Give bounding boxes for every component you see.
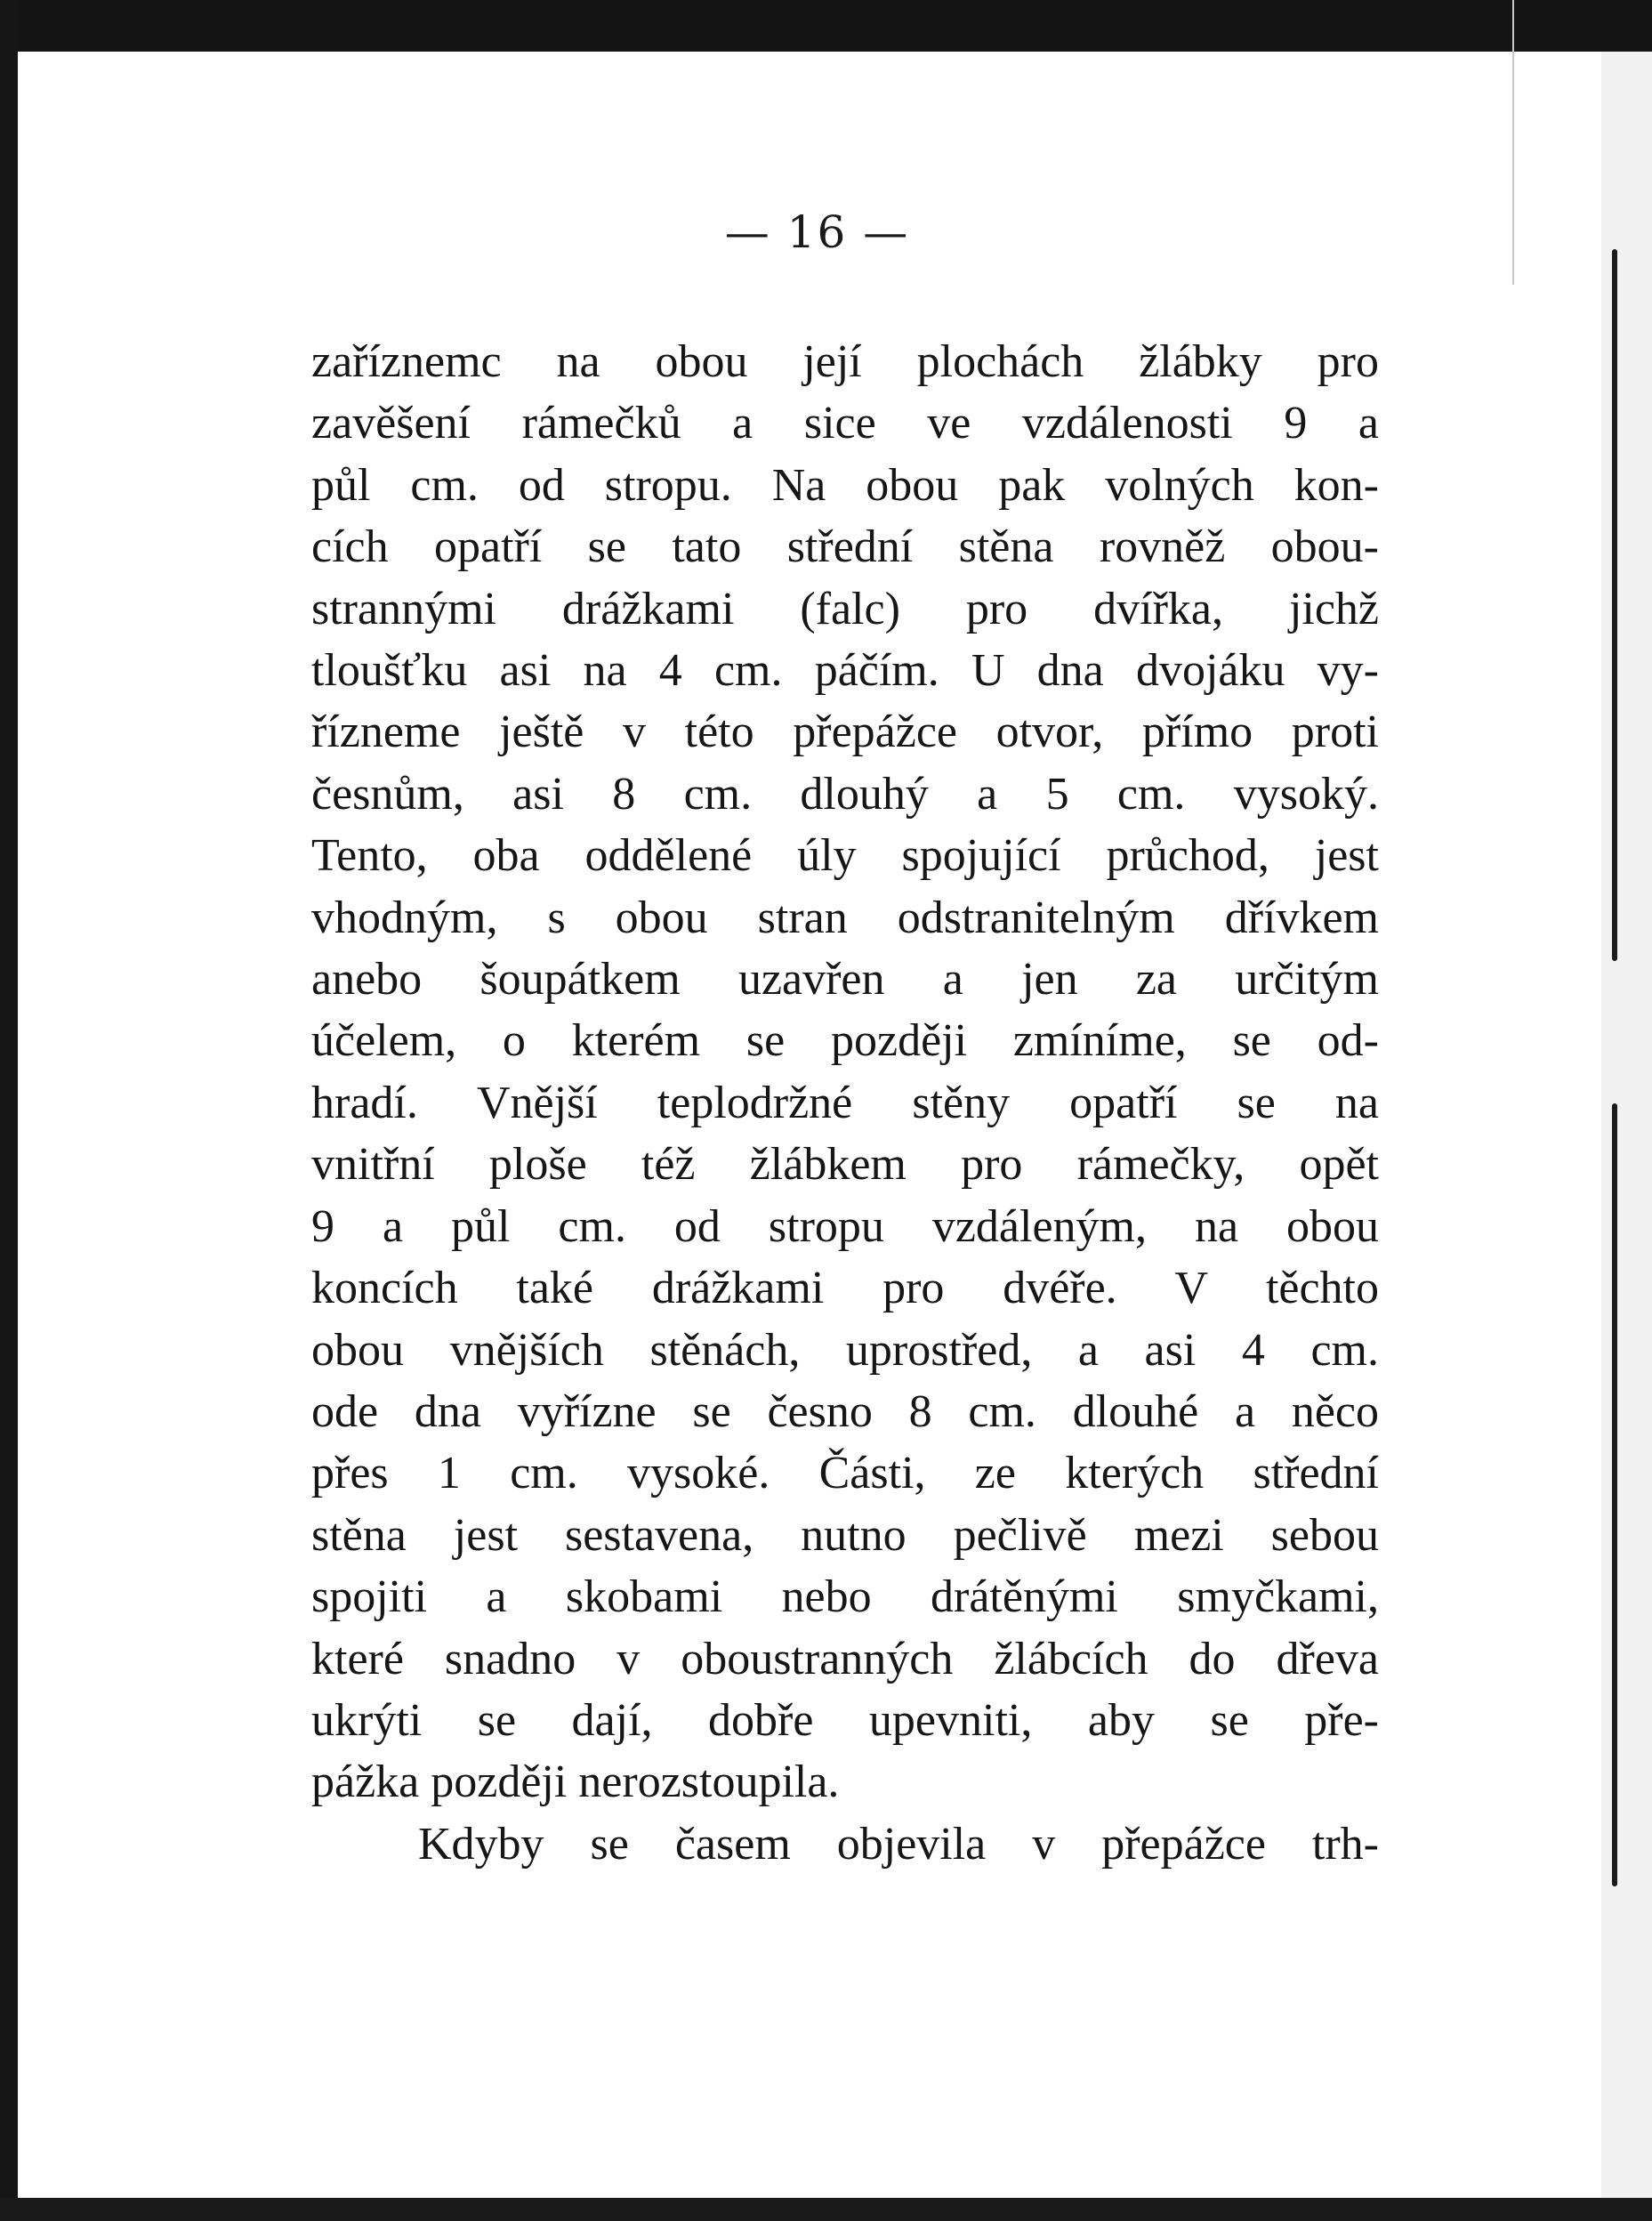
text-line: strannými drážkami (falc) pro dvířka, jichž (311, 583, 1379, 634)
text-line: koncích také drážkami pro dvéře. V těchto (311, 1263, 1379, 1314)
text-line: obou vnějších stěnách, uprostřed, a asi 4 cm. (311, 1324, 1379, 1376)
scan-border-top (0, 0, 1652, 52)
text-line: které snadno v oboustranných žlábcích do dřeva (311, 1633, 1379, 1684)
text-line: cích opatří se tato střední stěna rovněž obou- (311, 521, 1379, 573)
text-line: přes 1 cm. vysoké. Části, ze kterých střední (311, 1448, 1379, 1499)
text-line: půl cm. od stropu. Na obou pak volných kon- (311, 459, 1379, 511)
text-line: účelem, o kterém se později zmíníme, se od- (311, 1015, 1379, 1067)
text-line: tloušťku asi na 4 cm. páčím. U dna dvojáku vy- (311, 645, 1379, 697)
scan-border-left (0, 0, 18, 2221)
page-number: — 16 — (724, 206, 910, 258)
text-line: spojiti a skobami nebo drátěnými smyčkami, (311, 1571, 1379, 1623)
text-line: vhodným, s obou stran odstranitelným dřívkem (311, 892, 1379, 943)
scan-border-bottom (0, 2198, 1652, 2221)
binding-mark (1612, 249, 1617, 961)
text-line: vnitřní ploše též žlábkem pro rámečky, opět (311, 1139, 1379, 1191)
text-line: česnům, asi 8 cm. dlouhý a 5 cm. vysoký. (311, 768, 1379, 820)
paragraph-end-line: pážka později nerozstoupila. (311, 1757, 840, 1808)
body-text (311, 331, 1379, 1875)
text-line: řízneme ještě v této přepážce otvor, přímo proti (311, 707, 1379, 758)
text-line: zavěšení rámečků a sice ve vzdálenosti 9 a (311, 398, 1379, 449)
paragraph-start-line: Kdyby se časem objevila v přepážce trh- (418, 1818, 1379, 1870)
text-line: stěna jest sestavena, nutno pečlivě mezi sebou (311, 1509, 1379, 1561)
text-line: 9 a půl cm. od stropu vzdáleným, na obou (311, 1200, 1379, 1252)
text-line: Tento, oba oddělené úly spojující průchod, jest (311, 830, 1379, 882)
text-line: anebo šoupátkem uzavřen a jen za určitým (311, 954, 1379, 1006)
text-line: hradí. Vnější teplodržné stěny opatří se na (311, 1077, 1379, 1128)
binding-edge (1601, 52, 1652, 2198)
text-line: ode dna vyřízne se česno 8 cm. dlouhé a něco (311, 1385, 1379, 1437)
binding-mark (1612, 1103, 1617, 1886)
text-line: zaříznemc na obou její plochách žlábky pro (311, 336, 1379, 387)
text-line: ukrýti se dají, dobře upevniti, aby se pře- (311, 1694, 1379, 1746)
